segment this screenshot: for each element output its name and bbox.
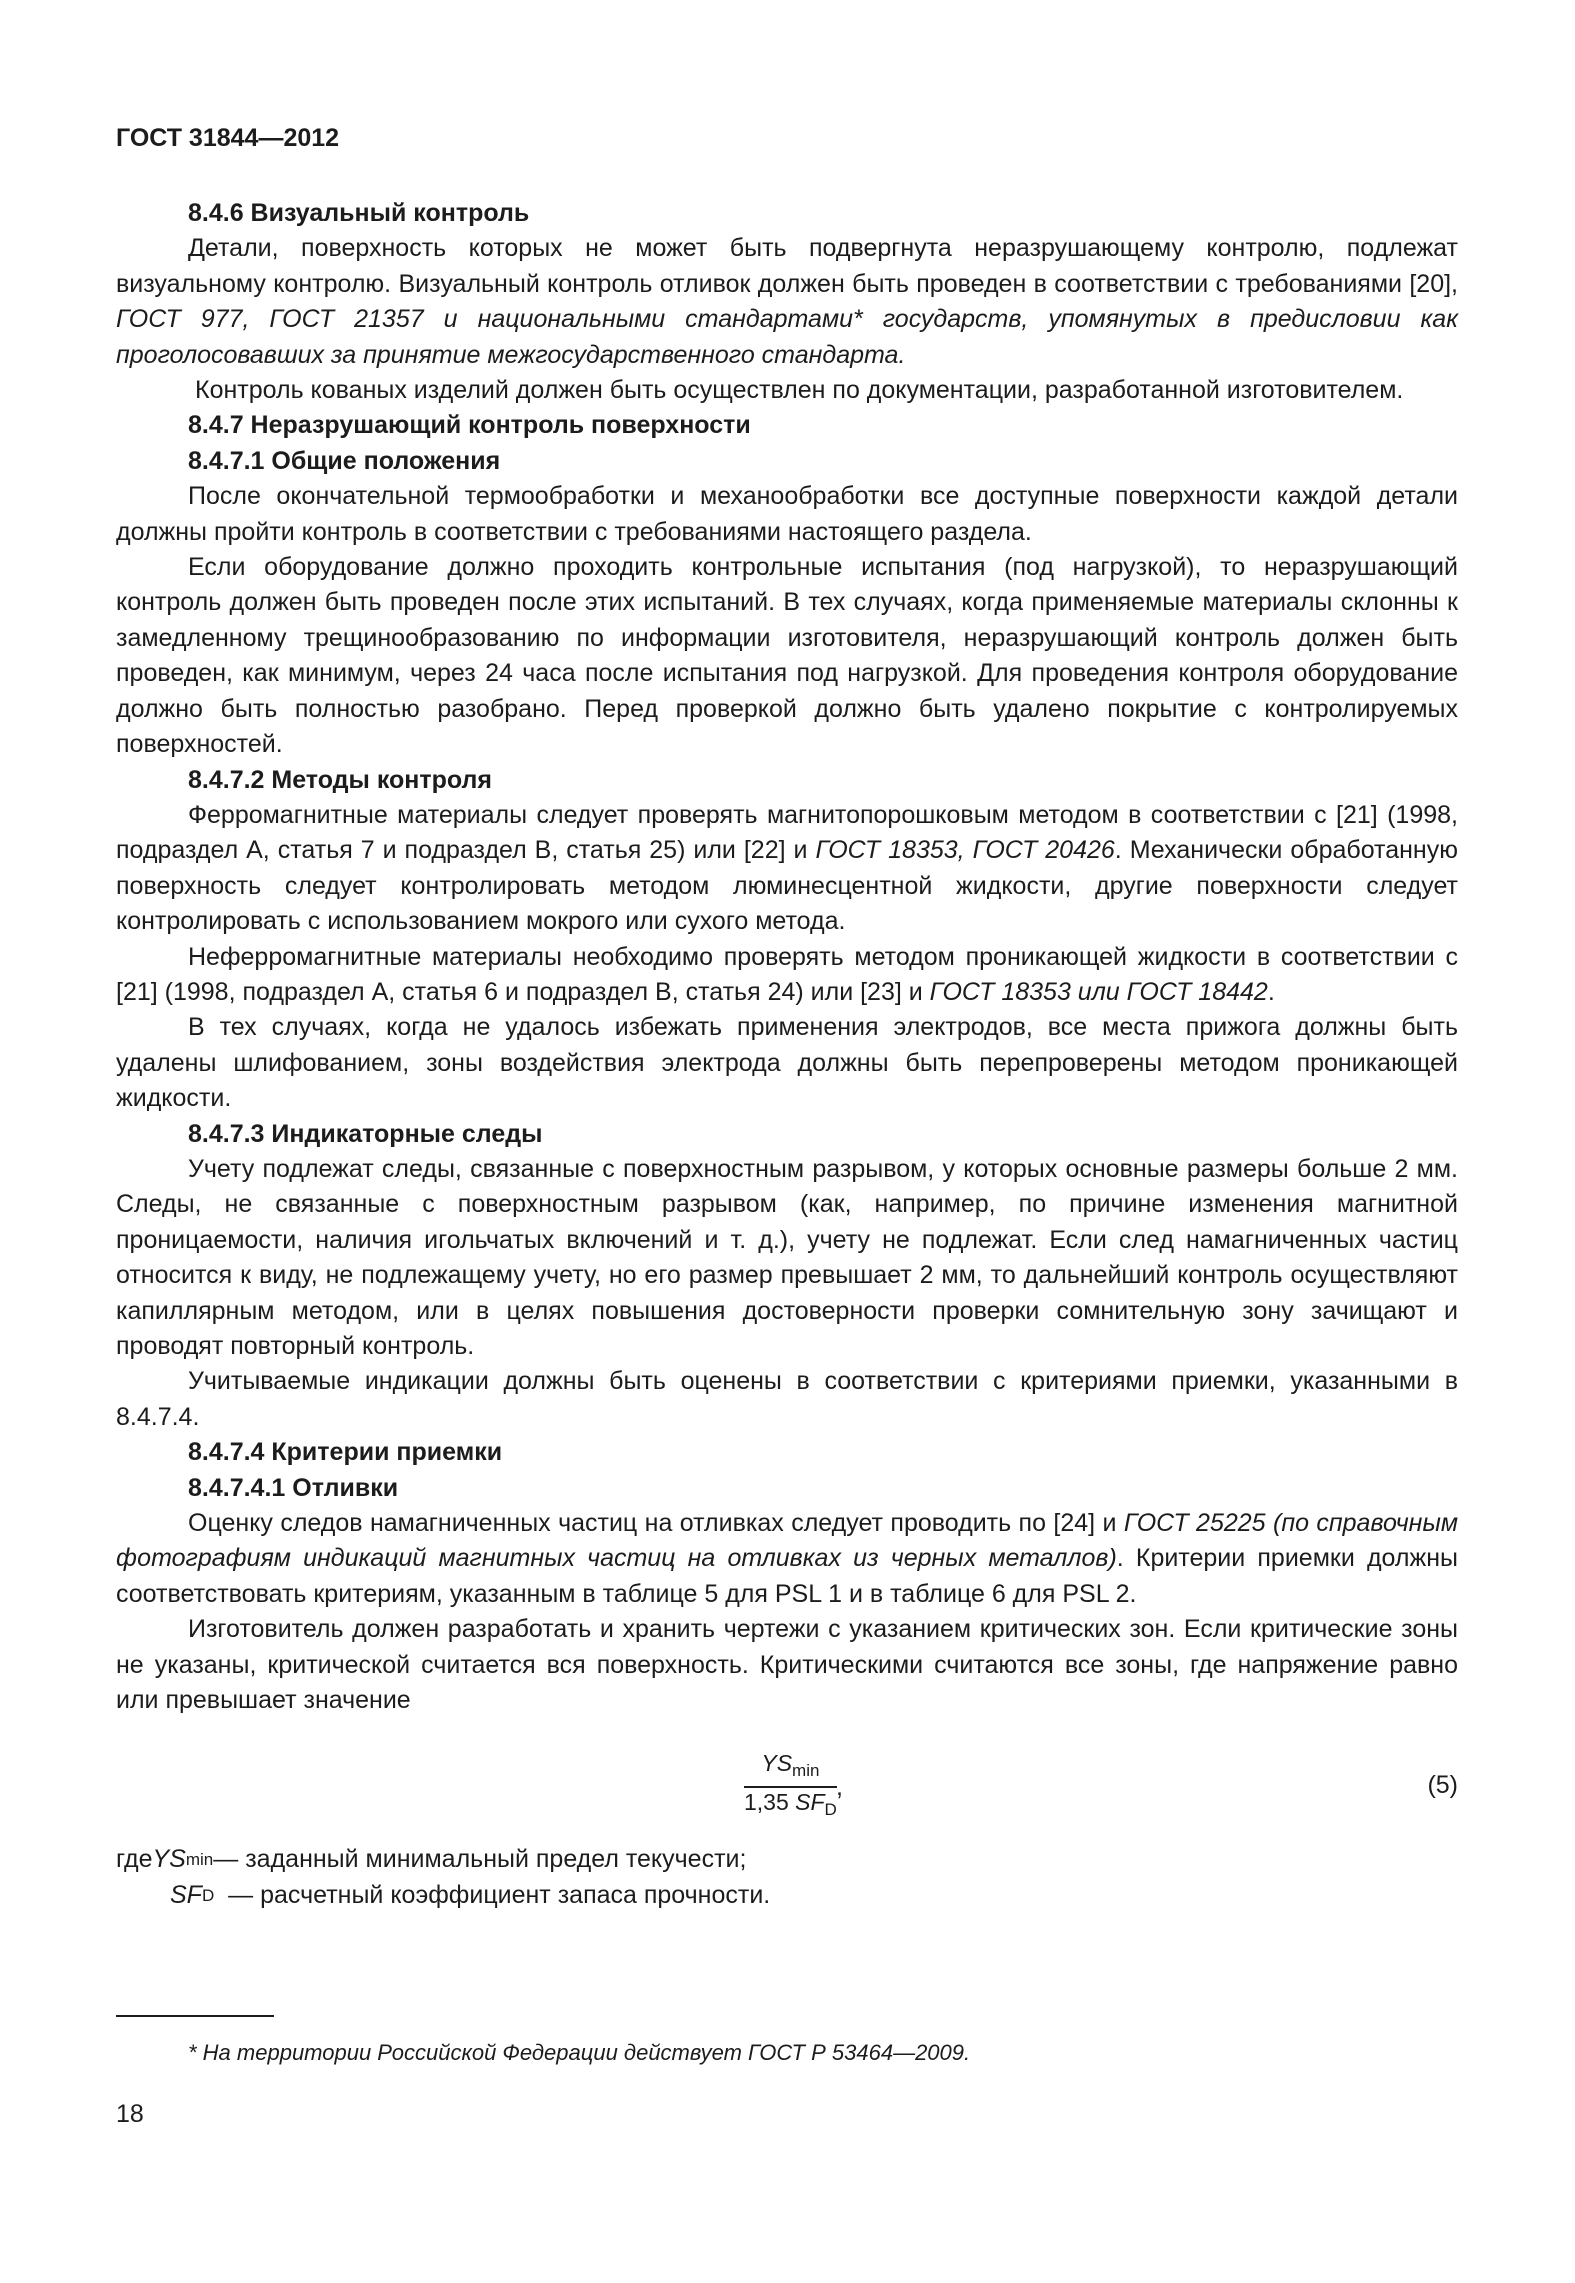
footnote: * На территории Российской Федерации действует ГОСТ Р 53464—2009. bbox=[188, 2040, 971, 2065]
paragraph: Ферромагнитные материалы следует проверять магнитопорошковым методом в соответствии с [21] (1998, подраздел А, статья 7 и подраздел В, статья 25) или [22] и ГОСТ 18353, ГОСТ 20426. Механически обработанную поверхность следует контролировать методом люминесцентной жидкости, другие поверхности следует контролировать с использованием мокрого или сухого метода. bbox=[116, 800, 1458, 936]
formula-denominator: 1,35 $SF_D$ bbox=[744, 1789, 837, 1820]
formula-numerator: $YS_{min}$ bbox=[761, 1750, 820, 1781]
variable-definitions bbox=[116, 1842, 1458, 1913]
section-heading: 8.4.7.3 Индикаторные следы bbox=[188, 1119, 543, 1148]
document-header: ГОСТ 31844—2012 bbox=[116, 124, 340, 152]
section-heading: 8.4.7.2 Методы контроля bbox=[188, 765, 493, 794]
paragraph: Контроль кованых изделий должен быть осуществлен по документации, разработанной изготовителем. bbox=[195, 376, 1404, 405]
page-number: 18 bbox=[116, 2100, 144, 2128]
section-heading: 8.4.7.1 Общие положения bbox=[188, 446, 501, 475]
definition-row: где YS min — заданный минимальный предел текучести; bbox=[116, 1845, 747, 1874]
formula-comma: , bbox=[836, 1773, 843, 1802]
paragraph: В тех случаях, когда не удалось избежать применения электродов, все места прижога должны быть удалены шлифованием, зоны воздействия электрода должны быть перепроверены методом проникающей жидкости. bbox=[116, 1013, 1458, 1113]
section-heading: 8.4.7.4 Критерии приемки bbox=[188, 1438, 503, 1467]
paragraph: Изготовитель должен разработать и хранить чертежи с указанием критических зон. Если критические зоны не указаны, критической считается вся поверхность. Критическими считаются все зоны, где напряжение равно или превышает значение bbox=[116, 1615, 1458, 1715]
paragraph: Если оборудование должно проходить контрольные испытания (под нагрузкой), то неразрушающий контроль должен быть проведен после этих испытаний. В тех случаях, когда применяемые материалы склонны к замедленному трещинообразованию по информации изготовителя, неразрушающий контроль должен быть проведен, как минимум, через 24 часа после испытания под нагрузкой. Для проведения контроля оборудование должно быть полностью разобрано. Перед проверкой должно быть удалено покрытие с контролируемых поверхностей. bbox=[116, 553, 1458, 759]
footnote-separator bbox=[116, 2015, 274, 2017]
formula-fraction bbox=[744, 1748, 837, 1824]
paragraph: Учету подлежат следы, связанные с поверхностным разрывом, у которых основные размеры больше 2 мм. Следы, не связанные с поверхностным разрывом (как, например, по причине изменения магнитной проницаемости, наличия игольчатых включений и т. д.), учету не подлежат. Если след намагниченных частиц относится к виду, не подлежащему учету, но его размер превышает 2 мм, то дальнейший контроль осуществляют капиллярным методом, или в целях повышения достоверности проверки сомнительную зону зачищают и проводят повторный контроль. bbox=[116, 1154, 1458, 1360]
body-text bbox=[116, 196, 1458, 1913]
section-heading: 8.4.7.4.1 Отливки bbox=[188, 1473, 399, 1502]
paragraph: Неферромагнитные материалы необходимо проверять методом проникающей жидкости в соответствии с [21] (1998, подраздел А, статья 6 и подраздел В, статья 24) или [23] и ГОСТ 18353 или ГОСТ 18442. bbox=[116, 942, 1458, 1006]
paragraph: После окончательной термообработки и механообработки все доступные поверхности каждой детали должны пройти контроль в соответствии с требованиями настоящего раздела. bbox=[116, 482, 1458, 546]
equation-number: (5) bbox=[1427, 1771, 1458, 1800]
paragraph: Детали, поверхность которых не может быть подвергнута неразрушающему контролю, подлежат визуальному контролю. Визуальный контроль отливок должен быть проведен в соответствии с требованиями [20], ГОСТ 977, ГОСТ 21357 и национальными стандартами* государств, упомянутых в предисловии как проголосовавших за принятие межгосударственного стандарта. bbox=[116, 234, 1458, 369]
formula-5 bbox=[116, 1748, 1458, 1834]
paragraph: Учитываемые индикации должны быть оценены в соответствии с критериями приемки, указанными в 8.4.7.4. bbox=[116, 1367, 1458, 1431]
section-heading: 8.4.7 Неразрушающий контроль поверхности bbox=[188, 411, 751, 440]
paragraph: Оценку следов намагниченных частиц на отливках следует проводить по [24] и ГОСТ 25225 (по справочным фотографиям индикаций магнитных частиц на отливках из черных металлов). Критерии приемки должны соответствовать критериям, указанным в таблице 5 для PSL 1 и в таблице 6 для PSL 2. bbox=[116, 1509, 1458, 1608]
section-heading: 8.4.6 Визуальный контроль bbox=[188, 199, 530, 227]
definition-row: SF D — расчетный коэффициент запаса прочности. bbox=[170, 1880, 771, 1909]
